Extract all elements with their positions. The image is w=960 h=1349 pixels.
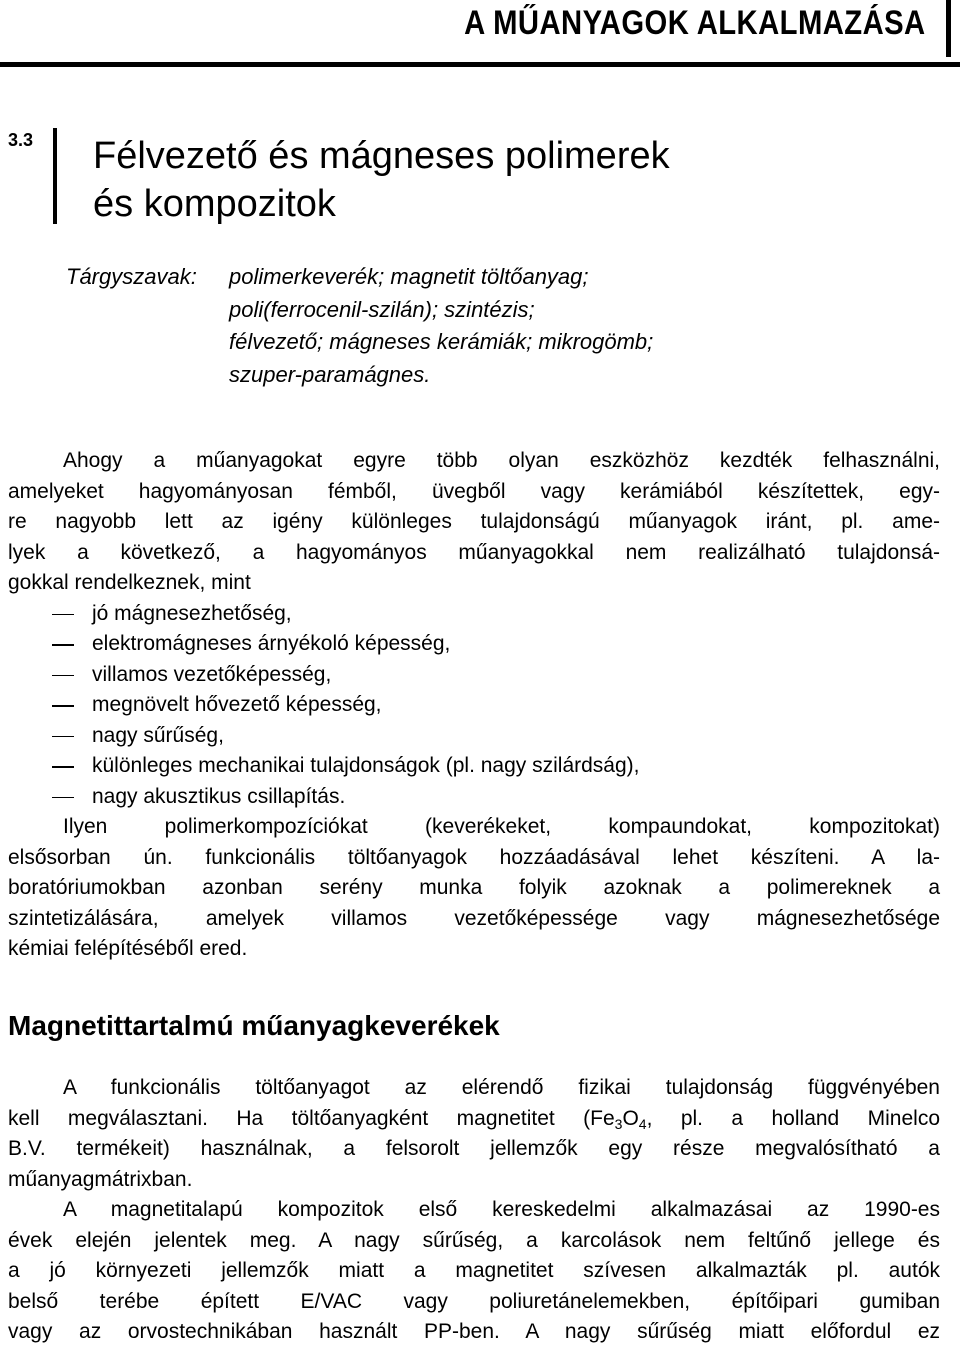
keyword-line: szuper-paramágnes. <box>229 361 431 387</box>
text-fragment: , pl. a holland Minelco <box>646 1106 940 1130</box>
text-fragment: kell megválasztani. Ha töltőanyagként magnetitet (Fe <box>8 1106 615 1130</box>
text-line: A funkcionális töltőanyagot az elérendő fizikai tulajdonság függvényében <box>63 1076 940 1099</box>
section-number: 3.3 <box>8 130 34 150</box>
text-line: évek elején jelentek meg. A nagy sűrűség, a karcolások nem feltűnő jellege és <box>8 1228 940 1252</box>
list-item <box>8 690 940 721</box>
list-item <box>8 721 940 752</box>
header-horizontal-rule <box>0 62 960 67</box>
dash-bullet-icon <box>52 614 74 616</box>
keywords-list <box>229 261 653 391</box>
text-line: lyek a következő, a hagyományos műanyagokkal nem realizálható tulajdonsá- <box>8 540 940 564</box>
section-title-line2: és kompozitok <box>93 183 336 225</box>
dash-bullet-icon <box>52 797 74 799</box>
property-list <box>8 599 940 813</box>
subsection-heading: Magnetittartalmú műanyagkeverékek <box>8 1010 500 1041</box>
dash-bullet-icon <box>52 675 74 677</box>
list-item-text: jó mágnesezhetőség, <box>92 601 292 625</box>
list-item <box>8 751 940 782</box>
text-line: elsősorban ún. funkcionális töltőanyagok hozzáadásával lehet készíteni. A la- <box>8 845 940 869</box>
list-item-text: megnövelt hővezető képesség, <box>92 693 382 716</box>
dash-bullet-icon <box>52 644 74 646</box>
text-line: kémiai felépítéséből ered. <box>8 937 248 960</box>
intro-paragraph-2 <box>8 812 940 965</box>
text-line: a jó környezeti jellemzők miatt a magnetitet szívesen alkalmazták pl. autók <box>8 1259 940 1282</box>
running-header-title: A MŰANYAGOK ALKALMAZÁSA <box>464 4 926 42</box>
text-line: belső terébe épített E/VAC vagy poliuretánelemekben, építőipari gumiban <box>8 1289 940 1313</box>
text-line: műanyagmátrixban. <box>8 1167 193 1191</box>
list-item-text: nagy sűrűség, <box>92 723 224 747</box>
section-title <box>93 132 670 228</box>
list-item <box>8 629 940 660</box>
dash-bullet-icon <box>52 736 74 738</box>
keywords-label: Tárgyszavak: <box>66 264 197 289</box>
intro-paragraph <box>8 446 940 599</box>
text-line: Ilyen polimerkompozíciókat (keverékeket, kompaundokat, kompozitokat) <box>63 815 940 838</box>
section-title-line1: Félvezető és mágneses polimerek <box>93 135 670 177</box>
section2-paragraph-1 <box>8 1073 940 1195</box>
text-line: A magnetitalapú kompozitok első kereskedelmi alkalmazásai az 1990-es <box>63 1198 940 1221</box>
subscript: 4 <box>638 1115 647 1132</box>
intro-body <box>8 446 940 965</box>
text-fragment: O <box>622 1106 639 1130</box>
text-line: boratóriumokban azonban serény munka folyik azoknak a polimereknek a <box>8 876 940 899</box>
text-line: Ahogy a műanyagokat egyre több olyan eszközhöz kezdték felhasználni, <box>63 449 940 472</box>
keyword-line: poli(ferrocenil-szilán); szintézis; <box>229 296 535 322</box>
dash-bullet-icon <box>52 766 74 768</box>
list-item-text: nagy akusztikus csillapítás. <box>92 784 346 808</box>
list-item-text: különleges mechanikai tulajdonságok (pl. nagy szilárdság), <box>92 754 640 777</box>
list-item <box>8 660 940 691</box>
section2-body <box>8 1073 940 1348</box>
text-line: vagy az orvostechnikában használt PP-ben. A nagy sűrűség miatt előfordul ez <box>8 1320 940 1343</box>
section-title-bar <box>53 128 57 224</box>
text-line <box>8 1104 940 1135</box>
section2-paragraph-2 <box>8 1195 940 1348</box>
text-line: re nagyobb lett az igény különleges tulajdonságú műanyagok iránt, pl. ame- <box>8 510 940 533</box>
list-item-text: villamos vezetőképesség, <box>92 662 332 686</box>
dash-bullet-icon <box>52 705 74 707</box>
text-line: szintetizálására, amelyek villamos vezetőképessége vagy mágnesezhetősége <box>8 906 940 930</box>
list-item-text: elektromágneses árnyékoló képesség, <box>92 632 451 655</box>
text-line: gokkal rendelkeznek, mint <box>8 571 251 594</box>
text-line: amelyeket hagyományosan fémből, üvegből vagy kerámiából készítettek, egy- <box>8 479 940 503</box>
list-item <box>8 782 940 813</box>
list-item <box>8 599 940 630</box>
keyword-line: polimerkeverék; magnetit töltőanyag; <box>229 264 589 289</box>
header-vertical-rule <box>946 0 951 57</box>
subscript: 3 <box>614 1115 623 1132</box>
text-line: B.V. termékeit) használnak, a felsorolt jellemzők egy része megvalósítható a <box>8 1137 940 1160</box>
keyword-line: félvezető; mágneses kerámiák; mikrogömb; <box>229 329 654 354</box>
